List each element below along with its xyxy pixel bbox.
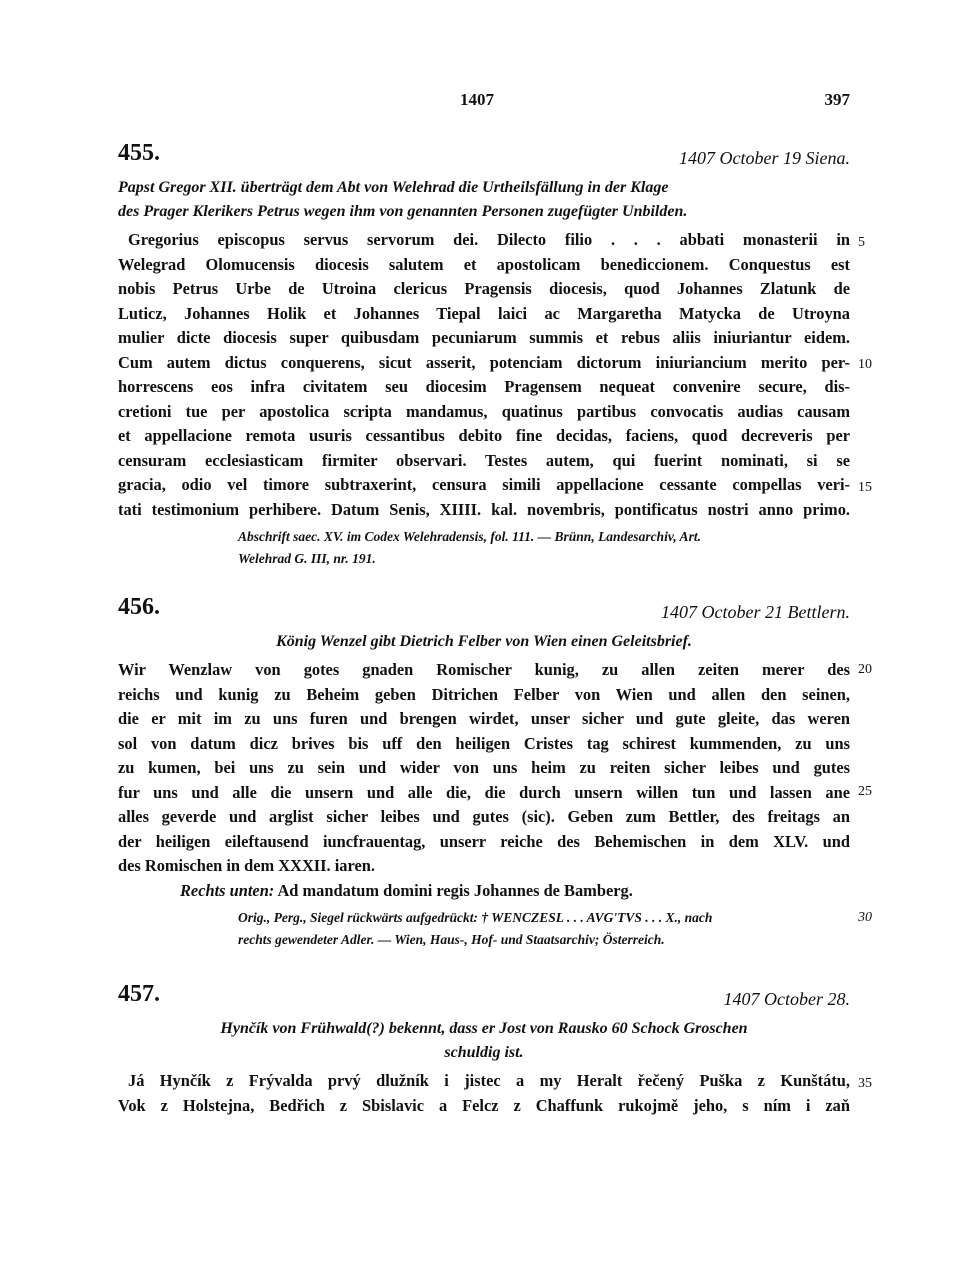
text-line: des Romischen in dem XXXII. iaren. bbox=[118, 856, 375, 875]
text-line: Gregorius episcopus servus servorum dei. Dilecto filio . . . abbati monasterii in bbox=[128, 230, 850, 249]
entry-date: 1407 October 21 Bettlern. bbox=[661, 602, 850, 622]
source-note bbox=[118, 907, 872, 951]
text-line: der heiligen eileftausend iuncfrauentag, unserr reiche des Behemischen in dem XLV. und bbox=[118, 831, 850, 851]
running-head bbox=[118, 90, 850, 118]
entry-regest bbox=[118, 1017, 850, 1065]
regest-line: des Prager Klerikers Petrus wegen ihm von genannten Personen zugefügter Unbilden. bbox=[118, 203, 688, 220]
entry-text bbox=[118, 228, 872, 522]
entry-text bbox=[118, 1069, 872, 1118]
text-line: Luticz, Johannes Holik et Johannes Tiepal laici ac Margaretha Matycka de Utroyna bbox=[118, 303, 850, 323]
text-line: sol von datum dicz brives bis uff den heiligen Cristes tag schirest kummenden, zu uns bbox=[118, 733, 850, 753]
source-note bbox=[118, 526, 850, 570]
page-number: 397 bbox=[824, 90, 850, 109]
text-line: alles geverde und arglist sicher leibes und gutes (sic). Geben zum Bettler, des freitags an bbox=[118, 807, 850, 826]
source-line: Orig., Perg., Siegel rückwärts aufgedrückt: † WENCZESL . . . AVG'TVS . . . X., nach bbox=[238, 910, 713, 925]
running-head-year: 1407 bbox=[460, 90, 494, 109]
text-line: Já Hynčík z Frývalda prvý dlužník i jistec a my Heralt řečený Puška z Kunštátu, bbox=[128, 1071, 850, 1090]
text-line: Vok z Holstejna, Bedřich z Sbislavic a Felcz z Chaffunk rukojmě jeho, s ním i zaň bbox=[118, 1095, 850, 1115]
text-line: zu kumen, bei uns zu sein und wider von uns heim zu reiten sicher leibes und gutes bbox=[118, 758, 850, 777]
text-line: censuram ecclesiasticam firmiter observari. Testes autem, qui fuerint nominati, si se bbox=[118, 450, 850, 470]
text-line: Welegrad Olomucensis diocesis salutem et apostolicam benediccionem. Conquestus est bbox=[118, 254, 850, 274]
text-line: Cum autem dictus conquerens, sicut asserit, potenciam dictorum iniuriancium merito per- bbox=[118, 352, 850, 372]
line-number: 20 bbox=[858, 662, 872, 677]
entry-regest bbox=[118, 176, 850, 224]
entry-456 bbox=[118, 594, 872, 951]
entry-date: 1407 October 28. bbox=[723, 989, 850, 1009]
entry-number: 455. bbox=[118, 140, 160, 166]
text-line: tati testimonium perhibere. Datum Senis, XIIII. kal. novembris, pontificatus nostri anno primo. bbox=[118, 499, 850, 519]
source-line: rechts gewendeter Adler. — Wien, Haus-, Hof- und Staatsarchiv; Österreich. bbox=[238, 932, 665, 947]
text-line: horrescens eos infra civitatem seu diocesim Pragensem nequeat convenire secure, dis- bbox=[118, 377, 850, 396]
text-line: gracia, odio vel timore subtraxerint, censura simili appellacione cessante compellas veri- bbox=[118, 475, 850, 494]
text-line: mulier dicte diocesis super quibusdam pecuniarum summis et rebus aliis iniuriantur eidem. bbox=[118, 328, 850, 347]
rechts-unten-label: Rechts unten: bbox=[180, 880, 275, 900]
entry-457 bbox=[118, 981, 872, 1118]
text-line: et appellacione remota usuris cessantibus debito fine decidas, faciens, quod decreveris per bbox=[118, 426, 850, 445]
entry-455 bbox=[118, 140, 872, 570]
line-number: 15 bbox=[858, 480, 872, 495]
regest-line: schuldig ist. bbox=[444, 1044, 524, 1061]
entry-regest bbox=[118, 630, 850, 654]
line-number: 35 bbox=[858, 1076, 872, 1091]
rechts-unten-text: Ad mandatum domini regis Johannes de Bamberg. bbox=[277, 880, 633, 900]
text-line: nobis Petrus Urbe de Utroina clericus Pragensis diocesis, quod Johannes Zlatunk de bbox=[118, 279, 850, 298]
line-number: 5 bbox=[858, 235, 865, 250]
regest-line: Hynčík von Frühwald(?) bekennt, dass er Jost von Rausko 60 Schock Groschen bbox=[220, 1020, 748, 1037]
line-number: 30 bbox=[858, 910, 872, 925]
entry-header bbox=[118, 981, 850, 1017]
page bbox=[118, 90, 872, 1118]
entry-text bbox=[118, 658, 872, 879]
text-line: reichs und kunig zu Beheim geben Ditrichen Felber von Wien und allen den seinen, bbox=[118, 684, 850, 704]
line-number: 25 bbox=[858, 784, 872, 799]
entry-header bbox=[118, 594, 850, 630]
text-line: cretioni tue per apostolica scripta mandamus, quatinus partibus convocatis audias causam bbox=[118, 401, 850, 421]
source-line: Welehrad G. III, nr. 191. bbox=[238, 551, 376, 566]
source-line: Abschrift saec. XV. im Codex Welehradensis, fol. 111. — Brünn, Landesarchiv, Art. bbox=[238, 529, 701, 544]
entry-header bbox=[118, 140, 850, 176]
regest-line: König Wenzel gibt Dietrich Felber von Wien einen Geleitsbrief. bbox=[276, 633, 692, 650]
entry-number: 457. bbox=[118, 981, 160, 1007]
text-line: fur uns und alle die unsern und alle die, die durch unsern willen tun und lassen ane bbox=[118, 782, 850, 802]
entry-date: 1407 October 19 Siena. bbox=[679, 148, 850, 168]
rechts-unten-note bbox=[118, 879, 850, 904]
line-number: 10 bbox=[858, 357, 872, 372]
entry-number: 456. bbox=[118, 594, 160, 620]
regest-line: Papst Gregor XII. überträgt dem Abt von Welehrad die Urtheilsfällung in der Klage bbox=[118, 179, 669, 196]
text-line: die er mit im zu uns furen und brengen wirdet, unser sicher und gute gleite, das weren bbox=[118, 709, 850, 728]
text-line: Wir Wenzlaw von gotes gnaden Romischer kunig, zu allen zeiten merer des bbox=[118, 660, 850, 679]
